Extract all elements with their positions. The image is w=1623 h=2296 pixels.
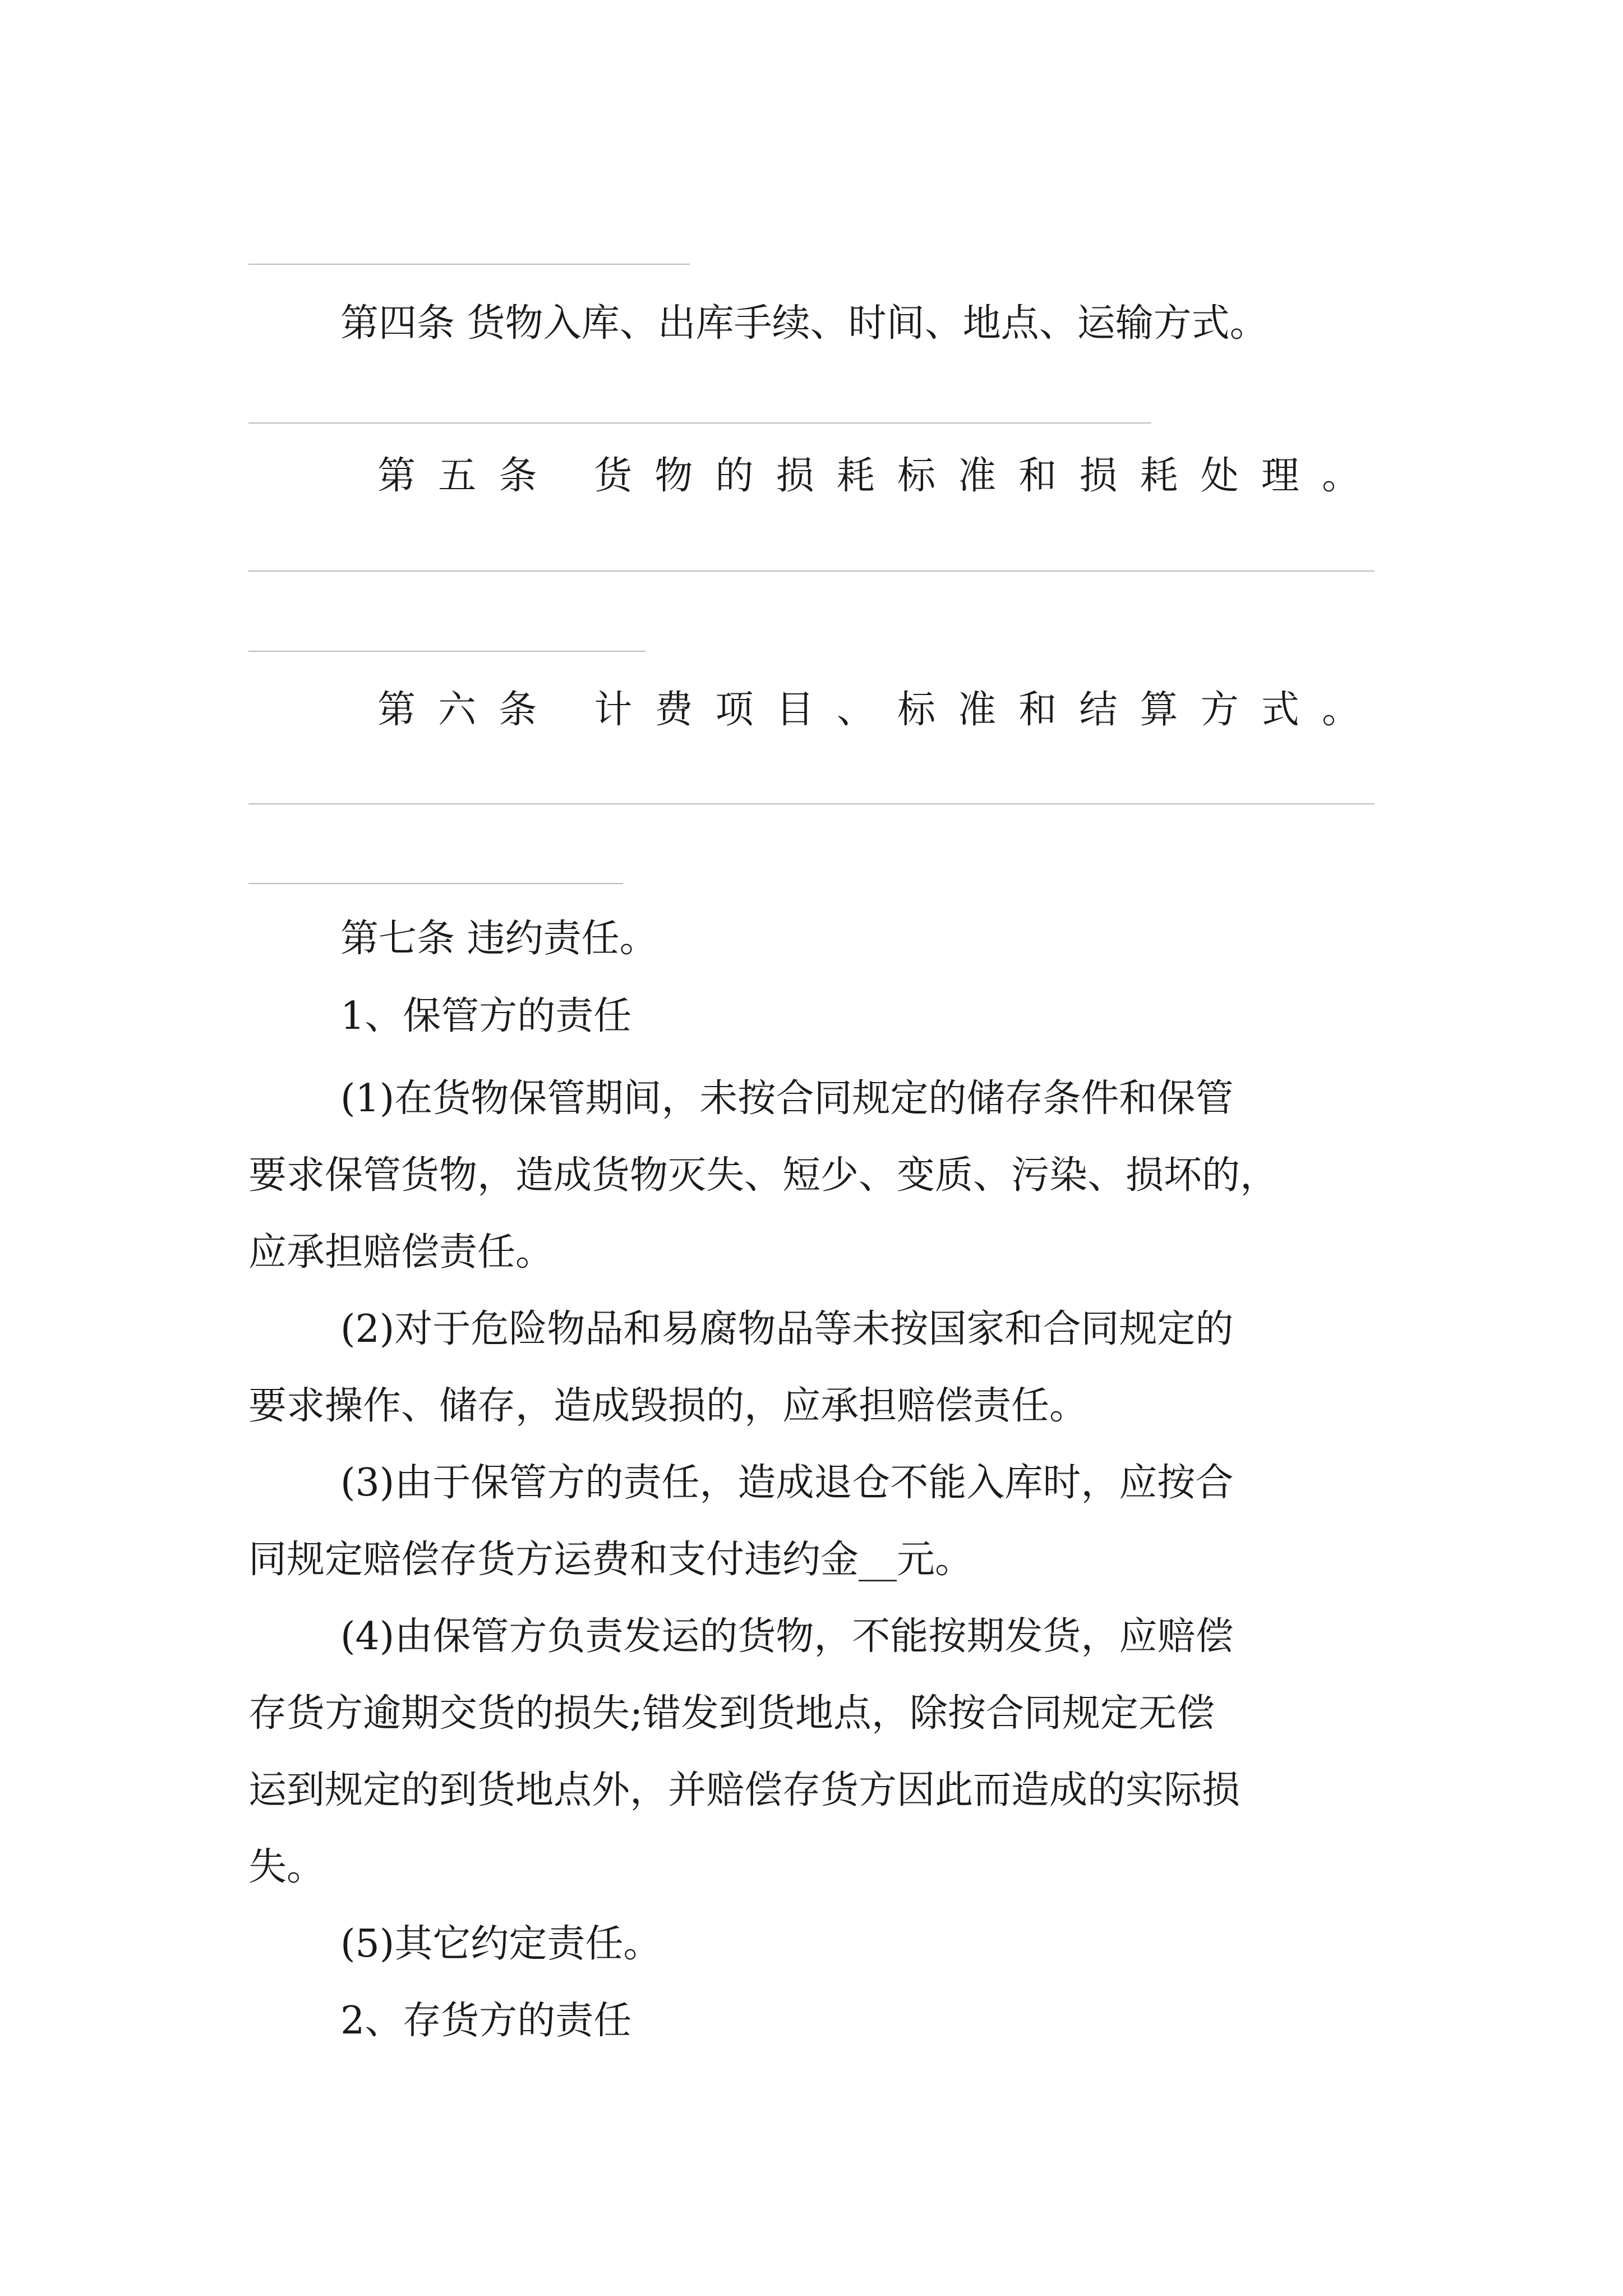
custodian-item-1-line: (1)在货物保管期间，未按合同规定的储存条件和保管 [340,1076,1234,1121]
custodian-heading: 1、保管方的责任 [340,994,632,1038]
blank-line [248,883,623,884]
article-6: 第六条 计费项目、标准和结算方式。 [377,688,1360,732]
custodian-item-1-line: 要求保管货物，造成货物灭失、短少、变质、污染、损坏的， [248,1153,1279,1198]
blank-line [248,570,1375,572]
blank-line [248,264,690,265]
blank-line [248,422,1151,424]
custodian-item-3-line: (3)由于保管方的责任，造成退仓不能入库时，应按合 [340,1461,1234,1505]
article-7: 第七条 违约责任。 [340,917,658,961]
custodian-item-3-line: 同规定赔偿存货方运费和支付违约金__元。 [248,1538,974,1582]
custodian-item-4-line: (4)由保管方负责发运的货物，不能按期发货，应赔偿 [340,1614,1234,1659]
article-4: 第四条 货物入库、出库手续、时间、地点、运输方式。 [340,301,1268,346]
custodian-item-2-line: (2)对于危险物品和易腐物品等未按国家和合同规定的 [340,1307,1234,1351]
custodian-item-4-line: 运到规定的到货地点外，并赔偿存货方因此而造成的实际损 [248,1768,1241,1812]
depositor-heading: 2、存货方的责任 [340,1999,632,2043]
custodian-item-5: (5)其它约定责任。 [340,1922,662,1966]
custodian-item-4-line: 存货方逾期交货的损失;错发到货地点，除按合同规定无偿 [248,1691,1215,1736]
blank-line [248,803,1375,804]
article-5: 第五条 货物的损耗标准和损耗处理。 [377,454,1360,498]
blank-line [248,651,645,652]
custodian-item-1-line: 应承担赔偿责任。 [248,1230,554,1274]
custodian-item-4-line: 失。 [248,1845,325,1889]
custodian-item-2-line: 要求操作、储存，造成毁损的，应承担赔偿责任。 [248,1384,1088,1428]
